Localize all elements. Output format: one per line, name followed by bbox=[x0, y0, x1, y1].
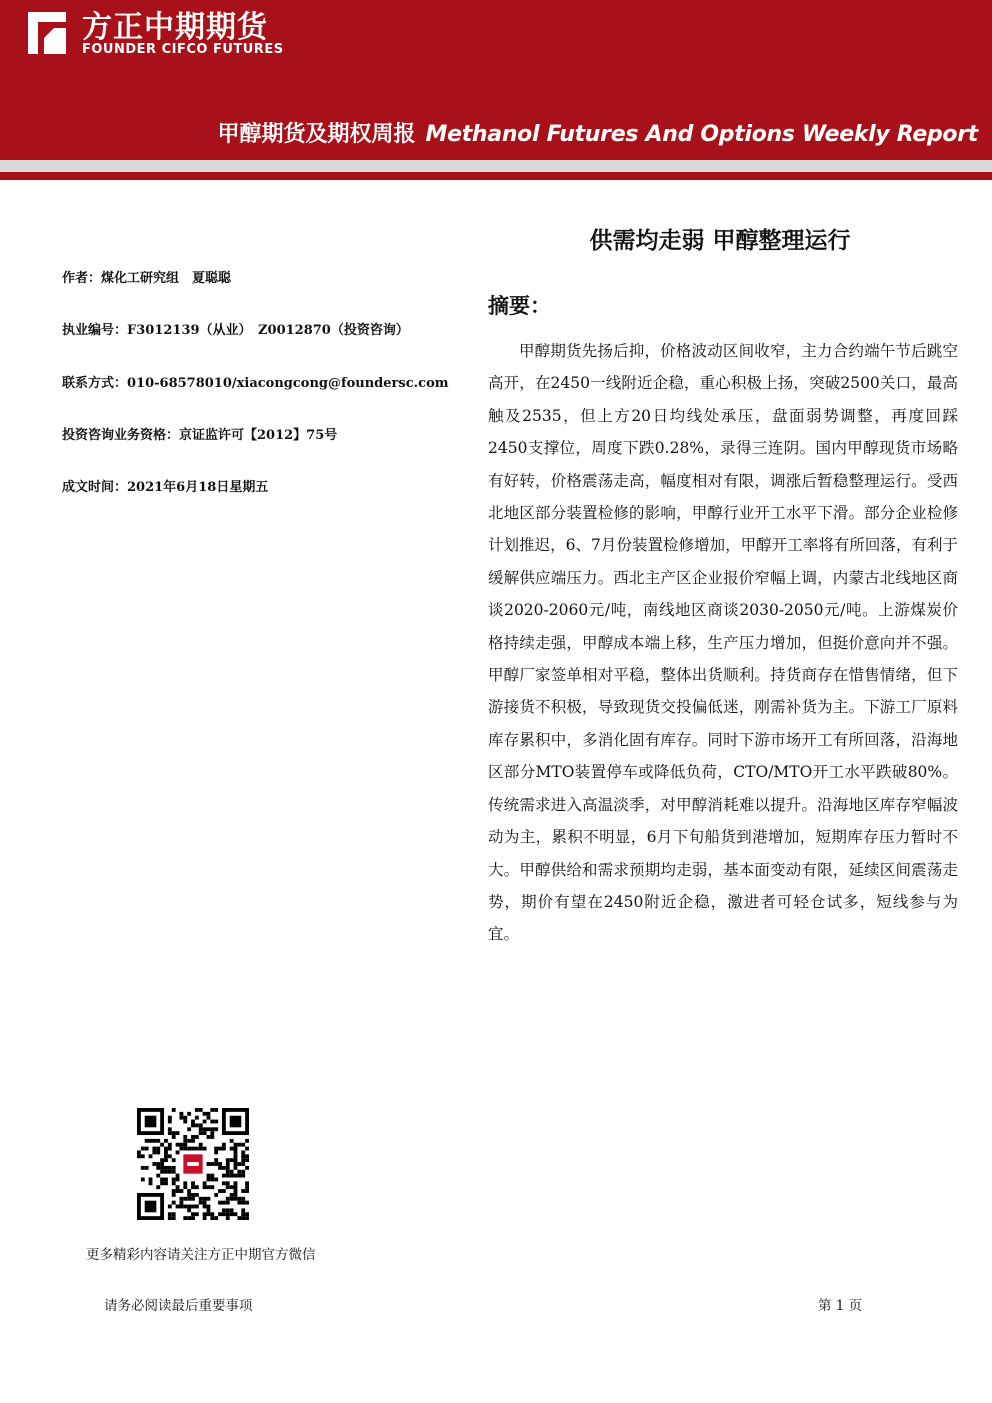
page-number: 第 1 页 bbox=[818, 1298, 863, 1314]
report-header bbox=[0, 0, 992, 160]
qualification-line: 投资咨询业务资格：京证监许可【2012】75号 bbox=[62, 428, 338, 443]
report-series-title bbox=[217, 117, 978, 148]
wechat-qr-code-icon bbox=[137, 1108, 249, 1220]
summary-heading: 摘要： bbox=[488, 294, 551, 318]
footer-notice: 请务必阅读最后重要事项 bbox=[104, 1298, 253, 1314]
header-divider-red bbox=[0, 172, 992, 180]
page-title: 供需均走弱 甲醇整理运行 bbox=[589, 228, 851, 254]
report-title-cn: 甲醇期货及期权周报 bbox=[217, 122, 416, 147]
qr-caption: 更多精彩内容请关注方正中期官方微信 bbox=[86, 1247, 316, 1263]
license-line: 执业编号：F3012139（从业） Z0012870（投资咨询） bbox=[62, 323, 409, 338]
summary-paragraph: 甲醇期货先扬后抑，价格波动区间收窄，主力合约端午节后跳空高开，在2450一线附近企稳，重心积极上扬，突破2500关口，最高触及2535，但上方20日均线处承压，盘面弱势调整，再度回踩2450支撑位，周度下跌0.28%，录得三连阴。国内甲醇现货市场略有好转，价格震荡走高，幅度相对有限，调涨后暂稳整理运行。受西北地区部分装置检修的影响，甲醇行业开工水平下滑。部分企业检修计划推迟，6、7月份装置检修增加，甲醇开工率将有所回落，有利于缓解供应端压力。西北主产区企业报价窄幅上调，内蒙古北线地区商谈2020-2060元/吨，南线地区商谈2030-2050元/吨。上游煤炭价格持续走强，甲醇成本端上移，生产压力增加，但挺价意向并不强。甲醇厂家签单相对平稳，整体出货顺利。持货商存在惜售情绪，但下游接货不积极，导致现货交投偏低迷，刚需补货为主。下游工厂原料库存累积中，多消化固有库存。同时下游市场开工有所回落，沿海地区部分MTO装置停车或降低负荷，CTO/MTO开工水平跌破80%。传统需求进入高温淡季，对甲醇消耗难以提升。沿海地区库存窄幅波动为主，累积不明显，6月下旬船货到港增加，短期库存压力暂时不大。甲醇供给和需求预期均走弱，基本面变动有限，延续区间震荡走势，期价有望在2450附近企稳，激进者可轻仓试多，短线参与为宜。 bbox=[488, 342, 958, 944]
report-title-en: Methanol Futures And Options Weekly Report bbox=[425, 122, 978, 147]
author-line: 作者：煤化工研究组 夏聪聪 bbox=[62, 271, 232, 286]
logo-text-cn: 方正中期期货 bbox=[82, 10, 268, 45]
logo-text-en: FOUNDER CIFCO FUTURES bbox=[82, 42, 284, 57]
contact-line: 联系方式：010-68578010/xiacongcong@foundersc.com bbox=[62, 376, 449, 391]
summary-body bbox=[488, 335, 958, 951]
date-line: 成文时间：2021年6月18日星期五 bbox=[62, 480, 269, 495]
header-divider-gray bbox=[0, 160, 992, 172]
founder-logo-icon bbox=[22, 8, 72, 58]
